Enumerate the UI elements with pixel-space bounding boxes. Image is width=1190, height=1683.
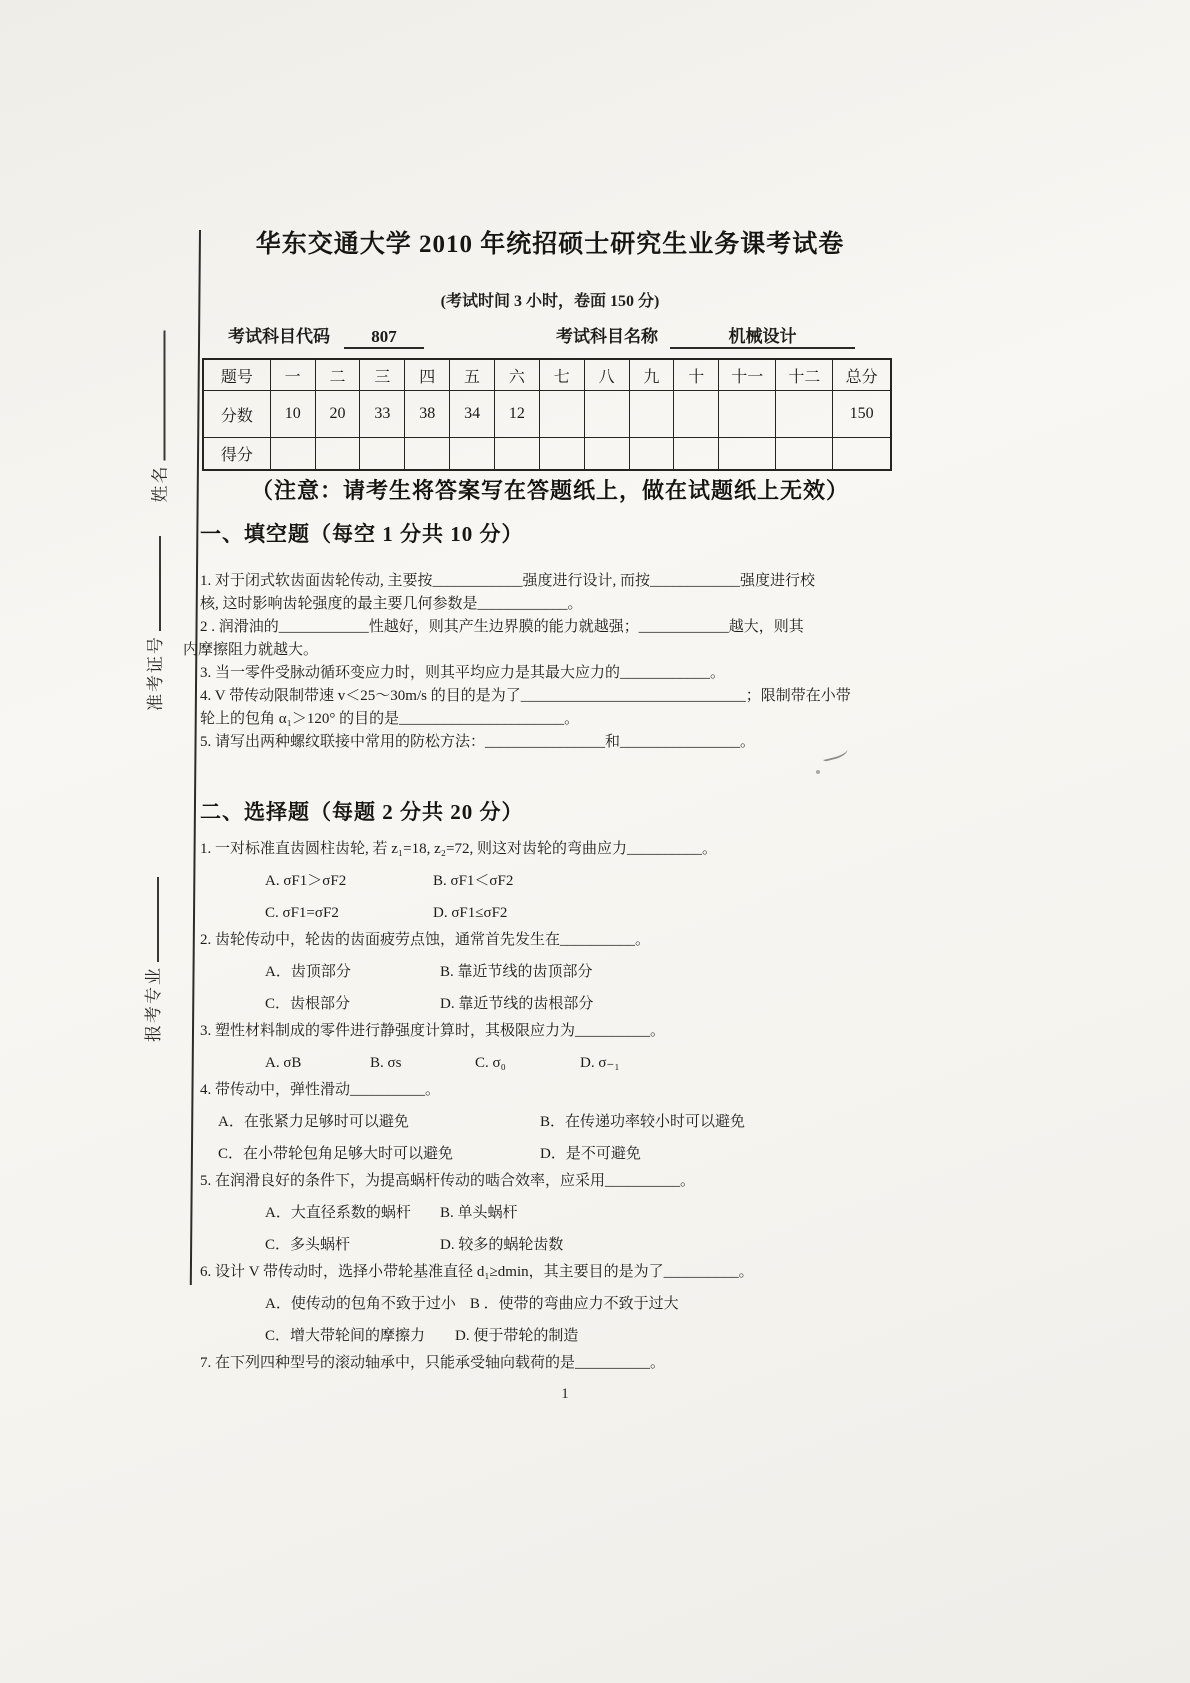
points-cell: 34 xyxy=(450,391,495,438)
fill-in-line: 1. 对于闭式软齿面齿轮传动, 主要按____________强度进行设计, 而按____________强度进行校 xyxy=(200,573,816,589)
major-label: 报考专业 xyxy=(144,966,163,1042)
col-header: 二 xyxy=(315,359,360,391)
points-cell: 12 xyxy=(494,391,539,438)
option: B ．使带的弯曲应力不致于过大 xyxy=(469,1296,679,1312)
name-blank-line xyxy=(160,331,166,461)
subject-name-value: 机械设计 xyxy=(670,327,855,349)
col-header: 四 xyxy=(405,359,450,391)
earned-cell xyxy=(776,438,833,471)
option-row xyxy=(265,869,900,893)
score-table-header-row xyxy=(203,359,891,391)
choice-question: 1. 一对标准直齿圆柱齿轮, 若 z₁=18, z₂=72, 则这对齿轮的弯曲应力__________。 xyxy=(200,841,717,857)
choice-question: 7. 在下列四种型号的滚动轴承中，只能承受轴向载荷的是__________。 xyxy=(200,1355,666,1371)
fill-in-line: 3. 当一零件受脉动循环变应力时，则其平均应力是其最大应力的____________。 xyxy=(200,665,726,681)
earned-cell xyxy=(270,438,315,471)
question-number-label: 题号 xyxy=(203,359,270,391)
choice-question: 6. 设计 V 带传动时，选择小带轮基准直径 d₁≥dmin，其主要目的是为了__________。 xyxy=(200,1264,754,1280)
earned-cell xyxy=(674,438,719,471)
earned-cell xyxy=(450,438,495,471)
option: D. 靠近节线的齿根部分 xyxy=(440,996,594,1012)
earned-cell xyxy=(584,438,629,471)
subject-line xyxy=(228,322,908,349)
fill-in-line: 核, 这时影响齿轮强度的最主要几何参数是____________。 xyxy=(200,596,583,612)
earned-cell xyxy=(719,438,776,471)
option-row xyxy=(265,901,900,925)
option-row xyxy=(265,960,900,984)
fill-in-line: 5. 请写出两种螺纹联接中常用的防松方法：________________和________________。 xyxy=(200,734,756,750)
option: C．齿根部分 xyxy=(265,996,351,1012)
earned-cell xyxy=(494,438,539,471)
option: B. σF1＜σF2 xyxy=(433,873,514,889)
points-cell xyxy=(629,391,674,438)
option: A. σF1＞σF2 xyxy=(265,873,347,889)
option: C. σ₀ xyxy=(475,1055,506,1071)
admission-no-label: 准考证号 xyxy=(146,635,165,711)
option: A．大直径系数的蜗杆 xyxy=(265,1205,411,1221)
admission-no-blank-line xyxy=(155,536,161,631)
col-header: 八 xyxy=(584,359,629,391)
earned-cell xyxy=(629,438,674,471)
points-cell: 33 xyxy=(360,391,405,438)
subject-code-value: 807 xyxy=(344,327,424,349)
name-label: 姓名 xyxy=(150,464,170,503)
section1-heading: 一、填空题（每空 1 分共 10 分） xyxy=(200,522,524,546)
earned-cell xyxy=(539,438,584,471)
earned-label: 得分 xyxy=(203,438,270,471)
option-row xyxy=(265,1051,900,1075)
points-cell xyxy=(719,391,776,438)
page-title: 华东交通大学 2010 年统招硕士研究生业务课考试卷 xyxy=(255,231,845,258)
margin-field-admission-no xyxy=(141,536,166,711)
option-row xyxy=(265,992,900,1016)
col-header-total: 总分 xyxy=(833,359,891,391)
option: C. σF1=σF2 xyxy=(265,905,339,921)
option: D. 便于带轮的制造 xyxy=(455,1328,579,1344)
earned-cell xyxy=(405,438,450,471)
option: C．增大带轮间的摩擦力 xyxy=(265,1328,426,1344)
option-row xyxy=(218,1142,900,1166)
score-table-points-row xyxy=(203,391,891,438)
scan-artifact xyxy=(816,770,820,774)
points-cell xyxy=(674,391,719,438)
option: B. 单头蜗杆 xyxy=(440,1205,518,1221)
option: B．在传递功率较小时可以避免 xyxy=(540,1114,746,1130)
major-blank-line xyxy=(153,877,159,962)
page-number: 1 xyxy=(561,1386,569,1402)
col-header: 五 xyxy=(450,359,495,391)
option: A．齿顶部分 xyxy=(265,964,351,980)
score-table-earned-row xyxy=(203,438,891,471)
section-multiple-choice xyxy=(200,796,900,1375)
option-row xyxy=(265,1292,900,1316)
option-row xyxy=(265,1201,900,1225)
answer-sheet-notice: （注意：请考生将答案写在答题纸上，做在试题纸上无效） xyxy=(250,478,849,503)
section2-heading: 二、选择题（每题 2 分共 20 分） xyxy=(200,800,524,824)
col-header: 三 xyxy=(360,359,405,391)
option: D. σ₋₁ xyxy=(580,1055,620,1071)
points-cell xyxy=(539,391,584,438)
choice-question: 4. 带传动中，弹性滑动__________。 xyxy=(200,1082,441,1098)
option: B. σs xyxy=(370,1055,402,1071)
col-header: 一 xyxy=(270,359,315,391)
points-cell: 38 xyxy=(405,391,450,438)
col-header: 十 xyxy=(674,359,719,391)
choice-question: 5. 在润滑良好的条件下，为提高蜗杆传动的啮合效率，应采用__________。 xyxy=(200,1173,696,1189)
exam-duration-note: (考试时间 3 小时，卷面 150 分) xyxy=(440,293,660,310)
col-header: 十一 xyxy=(719,359,776,391)
option: A. σB xyxy=(265,1055,302,1071)
points-cell xyxy=(584,391,629,438)
option: A．在张紧力足够时可以避免 xyxy=(218,1114,409,1130)
score-table xyxy=(202,358,892,471)
col-header: 七 xyxy=(539,359,584,391)
option: B. 靠近节线的齿顶部分 xyxy=(440,964,593,980)
fill-in-line: 轮上的包角 α₁＞120° 的目的是______________________。 xyxy=(200,711,580,727)
fill-in-line: 2 . 润滑油的____________性越好，则其产生边界膜的能力就越强；____________越大，则其 xyxy=(200,619,804,635)
option: D．是不可避免 xyxy=(540,1146,641,1162)
margin-field-major xyxy=(139,877,164,1042)
choice-question: 2. 齿轮传动中，轮齿的齿面疲劳点蚀，通常首先发生在__________。 xyxy=(200,932,651,948)
subject-code-label: 考试科目代码 xyxy=(228,327,330,346)
option: A．使传动的包角不致于过小 xyxy=(265,1296,456,1312)
subject-name-label: 考试科目名称 xyxy=(556,327,658,346)
fill-in-line: 4. V 带传动限制带速 v＜25～30m/s 的目的是为了______________________________；限制带在小带 xyxy=(200,688,851,704)
section-fill-in xyxy=(183,518,900,754)
option: C．在小带轮包角足够大时可以避免 xyxy=(218,1146,454,1162)
points-total-cell: 150 xyxy=(833,391,891,438)
option: D. σF1≤σF2 xyxy=(433,905,508,921)
points-cell xyxy=(776,391,833,438)
col-header: 九 xyxy=(629,359,674,391)
margin-field-name xyxy=(146,331,171,503)
col-header: 六 xyxy=(494,359,539,391)
earned-cell xyxy=(360,438,405,471)
col-header: 十二 xyxy=(776,359,833,391)
option-row xyxy=(218,1110,900,1134)
fill-in-line: 内摩擦阻力就越大。 xyxy=(183,642,319,658)
option: C．多头蜗杆 xyxy=(265,1237,351,1253)
points-cell: 10 xyxy=(270,391,315,438)
option: D. 较多的蜗轮齿数 xyxy=(440,1237,564,1253)
choice-question: 3. 塑性材料制成的零件进行静强度计算时，其极限应力为__________。 xyxy=(200,1023,666,1039)
option-row xyxy=(265,1233,900,1257)
points-cell: 20 xyxy=(315,391,360,438)
option-row xyxy=(265,1324,900,1348)
earned-cell xyxy=(315,438,360,471)
earned-cell xyxy=(833,438,891,471)
points-label: 分数 xyxy=(203,391,270,438)
